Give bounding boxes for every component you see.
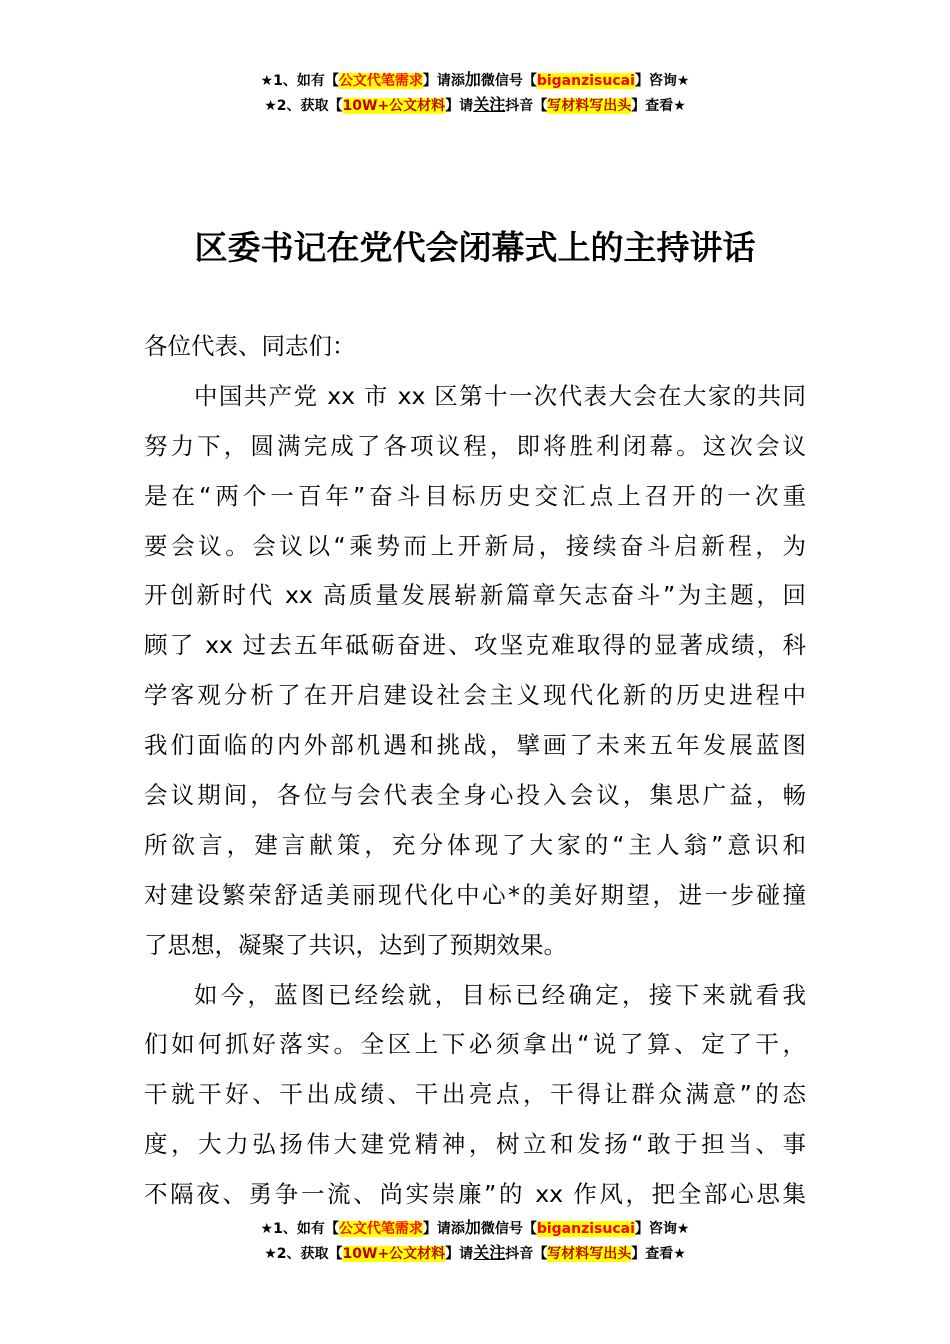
body-line: 中国共产党 xx 市 xx 区第十一次代表大会在大家的共同 [194, 381, 806, 410]
banner-line-2 [0, 1241, 950, 1266]
body-line: 顾了 xx 过去五年砥砺奋进、攻坚克难取得的显著成绩，科 [144, 631, 806, 660]
banner-text: 微信号【 [480, 73, 537, 89]
highlight-service: 公文代笔需求 [338, 1221, 423, 1237]
body-line: 我们面临的内外部机遇和挑战，擘画了未来五年发展蓝图 [144, 731, 806, 760]
emphasis-text: 关注 [473, 95, 506, 114]
body-line: 们如何抓好落实。全区上下必须拿出“说了算、定了干， [144, 1030, 806, 1059]
salutation: 各位代表、同志们： [144, 332, 356, 360]
body-line: 如今，蓝图已经绘就，目标已经确定，接下来就看我 [194, 980, 806, 1009]
highlight-materials: 10W+公文材料 [342, 1246, 446, 1262]
banner-line-1 [0, 68, 950, 93]
banner-text: ★1、如有【 [260, 1221, 339, 1237]
body-line: 干就干好、干出成绩、干出亮点，干得让群众满意”的态 [144, 1080, 806, 1109]
banner-text: 微信号【 [480, 1221, 537, 1237]
body-line: 度，大力弘扬伟大建党精神，树立和发扬“敢于担当、事 [144, 1130, 806, 1159]
body-line: 要会议。会议以“乘势而上开新局，接续奋斗启新程，为 [144, 531, 806, 560]
banner-text: 】查看★ [631, 1246, 686, 1262]
body-line: 学客观分析了在开启建设社会主义现代化新的历史进程中 [144, 681, 806, 710]
emphasis-text: 加 [464, 1218, 481, 1237]
document-title: 区委书记在党代会闭幕式上的主持讲话 [194, 228, 756, 267]
banner-line-1 [0, 1216, 950, 1241]
body-line: 是在“两个一百年”奋斗目标历史交汇点上召开的一次重 [144, 481, 806, 510]
highlight-wechat-id: biganzisucai [536, 73, 635, 89]
banner-text: 抖音【 [505, 1246, 548, 1262]
body-line: 开创新时代 xx 高质量发展崭新篇章矢志奋斗”为主题，回 [144, 581, 806, 610]
banner-line-2 [0, 93, 950, 118]
emphasis-text: 加 [464, 70, 481, 89]
banner-text: ★2、获取【 [264, 98, 343, 114]
document-body [144, 322, 806, 1220]
body-line: 会议期间，各位与会代表全身心投入会议，集思广益，畅 [144, 781, 806, 810]
banner-text: 】咨询★ [634, 1221, 690, 1237]
banner-text: 】请 [445, 98, 474, 114]
body-line: 所欲言，建言献策，充分体现了大家的“主人翁”意识和 [144, 830, 806, 859]
body-line: 对建设繁荣舒适美丽现代化中心*的美好期望，进一步碰撞 [144, 880, 806, 909]
banner-text: 】咨询★ [634, 73, 690, 89]
highlight-wechat-id: biganzisucai [536, 1221, 635, 1237]
highlight-service: 公文代笔需求 [338, 73, 423, 89]
body-line: 努力下，圆满完成了各项议程，即将胜利闭幕。这次会议 [144, 431, 806, 460]
body-line: 不隔夜、勇争一流、尚实崇廉”的 xx 作风，把全部心思集 [144, 1180, 806, 1209]
highlight-materials: 10W+公文材料 [342, 98, 446, 114]
banner-text: ★2、获取【 [264, 1246, 343, 1262]
body-line: 了思想，凝聚了共识，达到了预期效果。 [144, 930, 567, 959]
banner-text: 抖音【 [505, 98, 548, 114]
footer-banner [0, 1216, 950, 1266]
banner-text: 】请添 [422, 1221, 465, 1237]
highlight-douyin: 写材料写出头 [547, 98, 632, 114]
emphasis-text: 关注 [473, 1243, 506, 1262]
header-banner [0, 68, 950, 118]
banner-text: ★1、如有【 [260, 73, 339, 89]
banner-text: 】请 [445, 1246, 474, 1262]
highlight-douyin: 写材料写出头 [547, 1246, 632, 1262]
banner-text: 】查看★ [631, 98, 686, 114]
banner-text: 】请添 [422, 73, 465, 89]
